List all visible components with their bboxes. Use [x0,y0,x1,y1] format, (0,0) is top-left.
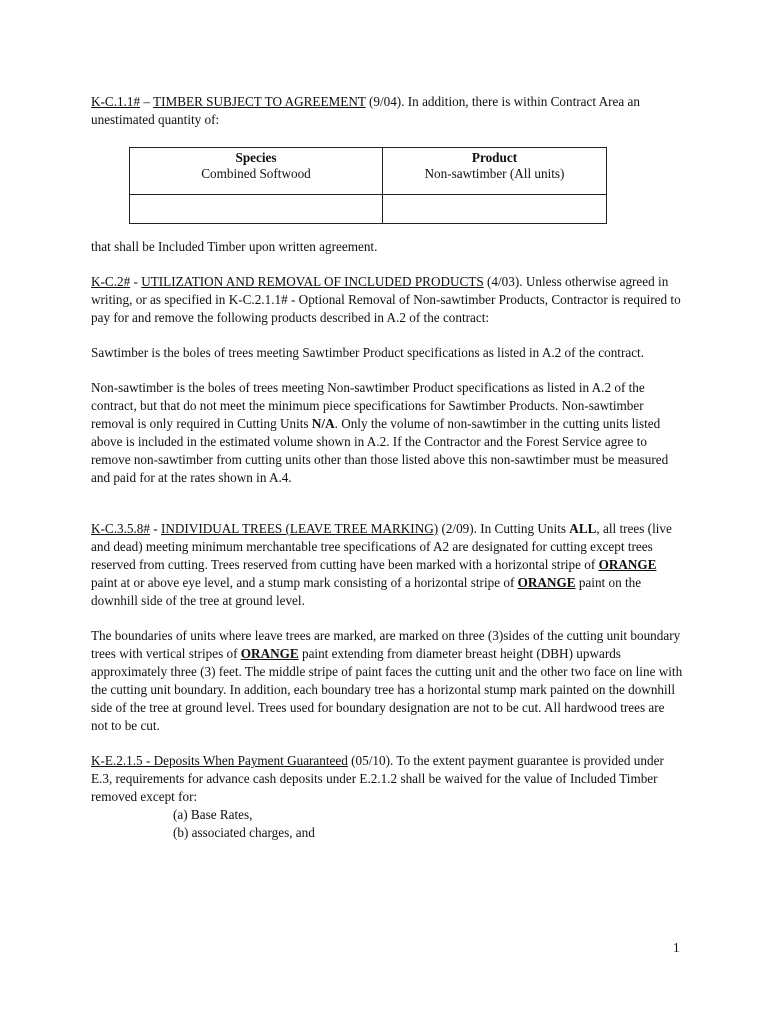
paint-color: ORANGE [240,646,299,661]
after-table-text: that shall be Included Timber upon written agreement. [91,239,378,254]
table-row [130,148,607,195]
paragraph-text: Non-sawtimber is the boles of trees meeting Non-sawtimber Product specifications as listed in A.2 of the contract, but that do not meet the minimum piece specifications for Sawtimber Products. Non-sawtimber removal is only required in Cutting Units [91,380,645,431]
section-code: K-C.2# [91,274,131,289]
table-cell-empty [130,195,383,224]
section-dash: – [140,94,154,109]
section-code: K-C.3.5.8# [91,521,150,536]
page-number: 1 [673,940,680,955]
section-timber-subject [91,93,683,129]
boundary-paragraph [91,627,683,735]
cutting-units-all: ALL [569,521,597,536]
section-individual-trees [91,520,683,610]
section-text: (2/09). In Cutting Units [438,521,570,536]
section-text: (4/03). Unless otherwise agreed in writing, or as specified in K-C.2.1.1# - Optional Removal of Non-sawtimber Products, Contractor is required to pay for and remove the following products described in A.2 of the contract: [91,274,681,325]
cutting-units-value: N/A [311,416,335,431]
species-product-table [129,147,607,224]
table-cell [130,148,383,195]
table-cell [383,148,607,195]
section-code: K-C.1.1# [91,94,141,109]
sawtimber-paragraph: Sawtimber is the boles of trees meeting Sawtimber Product specifications as listed in A.2 of the contract. [91,345,645,360]
section-text: paint on the downhill side of the tree at ground level. [91,575,642,608]
paragraph-text: paint extending from diameter breast height (DBH) upwards approximately three (3) feet. The middle stripe of paint faces the cutting unit and the other two face on line with the cutting unit boundary. In addition, each boundary tree has a horizontal stump mark painted on the downhill side of the tree at ground level. Trees used for boundary designation are not to be cut. All hardwood trees are not to be cut. [91,646,683,733]
section-heading: UTILIZATION AND REMOVAL OF INCLUDED PRODUCTS [141,274,484,289]
table-row [130,195,607,224]
section-heading: K-E.2.1.5 - Deposits When Payment Guaranteed [91,753,348,768]
paragraph-text: . Only the volume of non-sawtimber in the cutting units listed above is included in the estimated volume shown in A.2. If the Contractor and the Forest Service agree to remove non-sawtimber from cutting units other than those listed above this non-sawtimber must be measured and paid for at the rates shown in A.4. [91,416,669,485]
section-text: paint at or above eye level, and a stump mark consisting of a horizontal stripe of [91,575,518,590]
non-sawtimber-paragraph [91,379,683,487]
table-cell-empty [383,195,607,224]
list-item: (b) associated charges, and [173,825,315,840]
document-page [91,93,683,842]
paint-color: ORANGE [598,557,657,572]
list-item: (a) Base Rates, [173,807,253,822]
paragraph-text: The boundaries of units where leave trees are marked, are marked on three (3)sides of the cutting unit boundary trees with vertical stripes of [91,628,681,661]
cell-species: Combined Softwood [201,166,311,181]
section-dash: - [149,521,161,536]
column-header-product: Product [471,150,518,165]
cell-product: Non-sawtimber (All units) [424,166,565,181]
paint-color: ORANGE [517,575,576,590]
section-utilization [91,273,683,327]
section-text: , all trees (live and dead) meeting minimum merchantable tree specifications of A2 are designated for cutting except trees reserved from cutting. Trees reserved from cutting have been marked with a horizontal stripe of [91,521,672,572]
section-dash: - [130,274,142,289]
section-heading: INDIVIDUAL TREES (LEAVE TREE MARKING) [160,521,439,536]
section-heading: TIMBER SUBJECT TO AGREEMENT [153,94,366,109]
section-deposits [91,752,683,806]
column-header-species: Species [235,150,277,165]
section-text: (9/04). In addition, there is within Contract Area an unestimated quantity of: [91,94,640,127]
section-text: (05/10). To the extent payment guarantee is provided under E.3, requirements for advance cash deposits under E.2.1.2 shall be waived for the value of Included Timber removed except for: [91,753,664,804]
